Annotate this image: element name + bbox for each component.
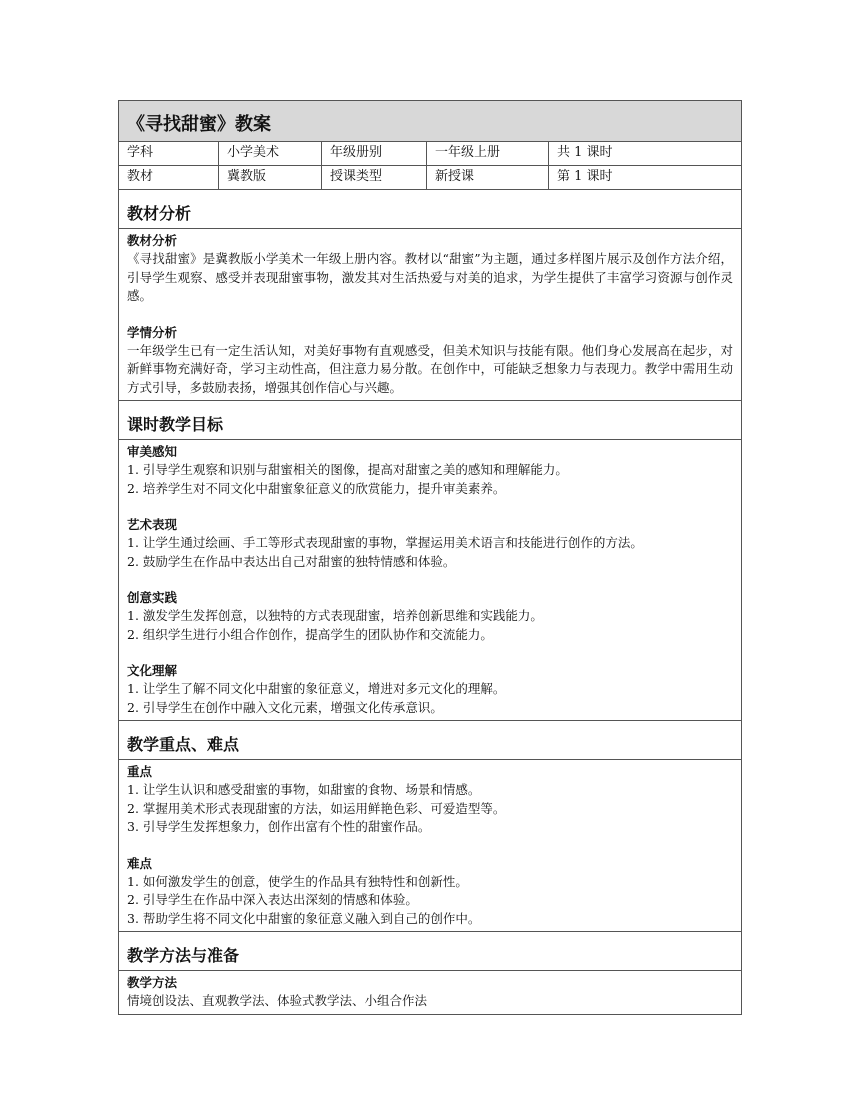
section-heading: 教材分析	[127, 204, 192, 223]
info-cell: 共 1 课时	[549, 142, 742, 166]
objective-list	[127, 461, 733, 498]
info-cell: 一年级上册	[427, 142, 549, 166]
section-heading-keypoints	[119, 721, 742, 760]
subheading: 重点	[127, 764, 153, 779]
section-heading-analysis	[119, 190, 742, 229]
info-cell: 冀教版	[219, 166, 322, 190]
subheading: 难点	[127, 855, 153, 871]
document-title: 《寻找甜蜜》教案	[127, 114, 271, 135]
list-item: 2. 组织学生进行小组合作创作，提高学生的团队协作和交流能力。	[127, 626, 493, 642]
section-body-methods	[119, 971, 742, 1015]
section-heading: 课时教学目标	[127, 415, 224, 434]
paragraph: 《寻找甜蜜》是冀教版小学美术一年级上册内容。教材以“甜蜜”为主题，通过多样图片展示及创作方法介绍，引导学生观察、感受并表现甜蜜事物，激发其对生活热爱与对美的追求，为学生提供了丰富学习资源与创作灵感。	[127, 251, 734, 303]
list-item: 1. 让学生通过绘画、手工等形式表现甜蜜的事物，掌握运用美术语言和技能进行创作的方法。	[127, 535, 643, 550]
section-heading: 教学方法与准备	[127, 946, 240, 965]
info-cell: 年级册别	[322, 142, 427, 166]
info-row-1	[119, 142, 742, 166]
list-item: 1. 如何激发学生的创意，使学生的作品具有独特性和创新性。	[127, 873, 468, 889]
objective-list	[127, 680, 733, 717]
section-body-keypoints	[119, 760, 742, 932]
objective-list	[127, 607, 733, 644]
lesson-plan-document	[118, 100, 741, 1015]
list-item: 1. 引导学生观察和识别与甜蜜相关的图像，提高对甜蜜之美的感知和理解能力。	[127, 462, 568, 477]
info-cell: 授课类型	[322, 166, 427, 190]
subheading: 艺术表现	[127, 517, 178, 532]
paragraph: 一年级学生已有一定生活认知，对美好事物有直观感受，但美术知识与技能有限。他们身心发展高在起步，对新鲜事物充满好奇，学习主动性高，但注意力易分散。在创作中，可能缺乏想象力与表现力。教学中需用生动方式引导，多鼓励表扬，增强其创作信心与兴趣。	[127, 342, 734, 395]
info-cell: 第 1 课时	[549, 166, 742, 190]
difficulty-list	[127, 873, 733, 929]
list-item: 1. 让学生认识和感受甜蜜的事物，如甜蜜的食物、场景和情感。	[127, 782, 481, 797]
list-item: 3. 引导学生发挥想象力，创作出富有个性的甜蜜作品。	[127, 819, 431, 834]
info-cell: 新授课	[427, 166, 549, 190]
subheading: 学情分析	[127, 324, 178, 340]
paragraph: 情境创设法、直观教学法、体验式教学法、小组合作法	[127, 993, 428, 1008]
section-heading: 教学重点、难点	[127, 735, 240, 754]
list-item: 2. 掌握用美术形式表现甜蜜的方法，如运用鲜艳色彩、可爱造型等。	[127, 800, 506, 816]
list-item: 2. 引导学生在作品中深入表达出深刻的情感和体验。	[127, 892, 418, 907]
list-item: 2. 培养学生对不同文化中甜蜜象征意义的欣赏能力，提升审美素养。	[127, 480, 506, 496]
subheading: 教材分析	[127, 233, 178, 248]
subheading: 文化理解	[127, 663, 178, 678]
subheading: 教学方法	[127, 975, 178, 990]
info-row-2	[119, 166, 742, 190]
section-heading-objectives	[119, 401, 742, 440]
lesson-plan-table	[118, 100, 742, 1015]
keypoint-list	[127, 781, 733, 837]
list-item: 2. 鼓励学生在作品中表达出自己对甜蜜的独特情感和体验。	[127, 553, 456, 569]
info-cell: 学科	[119, 142, 219, 166]
objective-list	[127, 534, 733, 571]
section-body-objectives	[119, 440, 742, 721]
subheading: 创意实践	[127, 590, 178, 605]
subheading: 审美感知	[127, 444, 178, 459]
section-heading-methods	[119, 932, 742, 971]
section-body-analysis	[119, 229, 742, 401]
list-item: 2. 引导学生在创作中融入文化元素，增强文化传承意识。	[127, 699, 443, 715]
list-item: 1. 让学生了解不同文化中甜蜜的象征意义，增进对多元文化的理解。	[127, 681, 506, 696]
list-item: 1. 激发学生发挥创意，以独特的方式表现甜蜜，培养创新思维和实践能力。	[127, 608, 543, 623]
list-item: 3. 帮助学生将不同文化中甜蜜的象征意义融入到自己的创作中。	[127, 910, 481, 926]
info-cell: 教材	[119, 166, 219, 190]
title-cell	[119, 101, 742, 142]
info-cell: 小学美术	[219, 142, 322, 166]
